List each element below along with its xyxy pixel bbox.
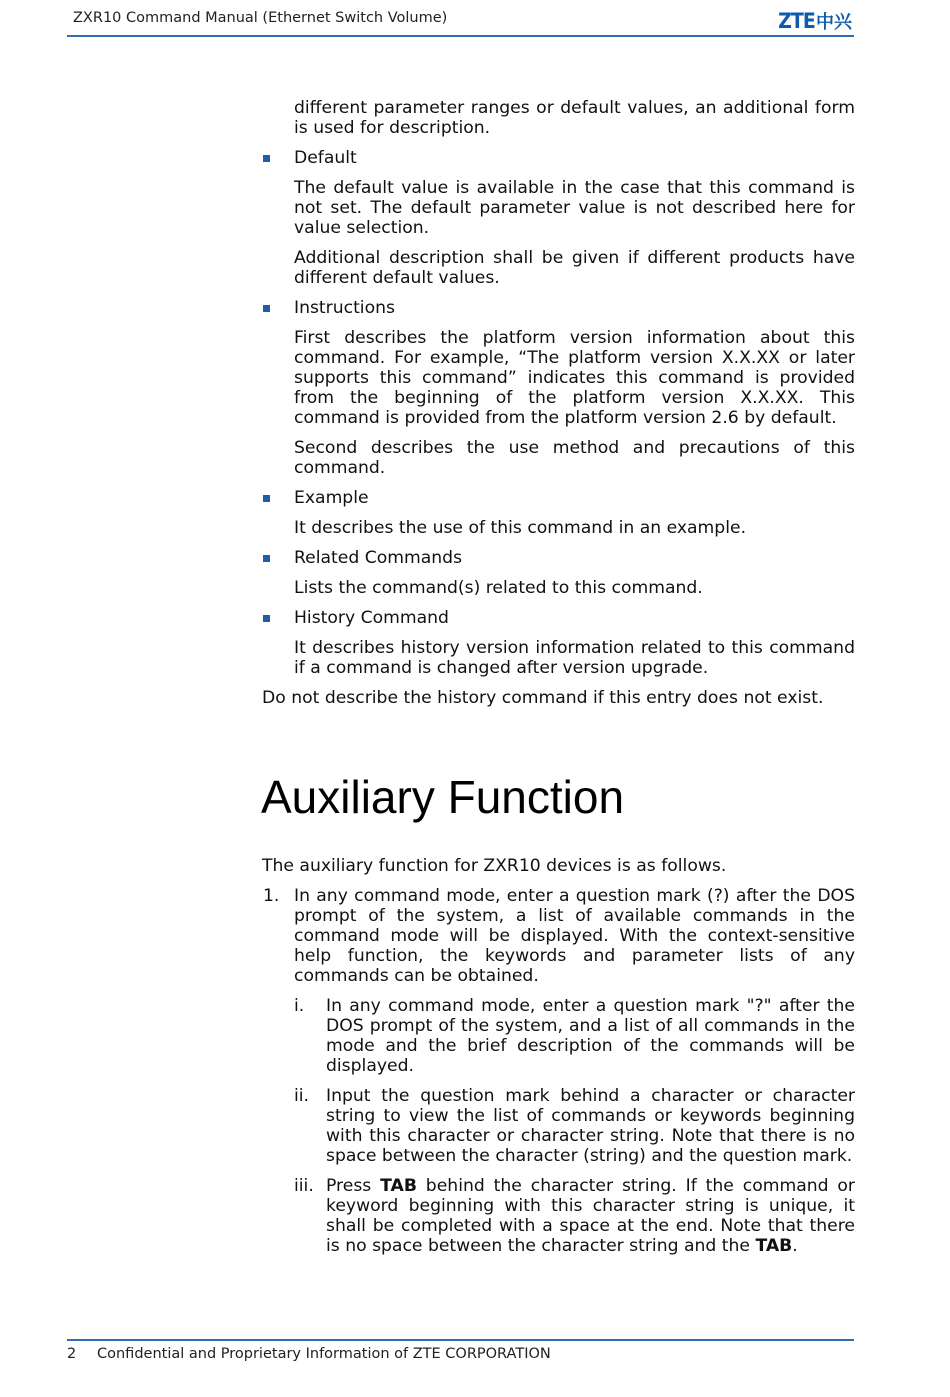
bullet-instructions bbox=[262, 298, 855, 318]
page-number: 2 bbox=[67, 1346, 77, 1362]
footer-text: Confidential and Proprietary Information of ZTE CORPORATION bbox=[97, 1346, 551, 1362]
square-bullet-icon bbox=[263, 495, 270, 502]
logo-text: ZTE bbox=[778, 9, 815, 33]
numbered-item bbox=[262, 886, 855, 986]
item-text bbox=[326, 1176, 855, 1256]
text-run: . bbox=[792, 1236, 798, 1256]
bullet-history-command bbox=[262, 608, 855, 628]
bullet-default bbox=[262, 148, 855, 168]
bullet-paragraph: First describes the platform version information about this command. For example, “The platform version X.X.XX or later supports this command” indicates this command is provided from the beginning of the platform version X.X.XX. This command is provided from the platform version 2.6 by default. bbox=[294, 328, 855, 428]
closing-note: Do not describe the history command if this entry does not exist. bbox=[262, 688, 824, 708]
bullet-title: Related Commands bbox=[294, 548, 463, 568]
section-heading: Auxiliary Function bbox=[261, 771, 625, 823]
bullet-title: Default bbox=[294, 148, 357, 168]
bullet-paragraph: It describes history version information related to this command if a command is changed after version upgrade. bbox=[294, 638, 855, 678]
item-number: 1. bbox=[263, 886, 280, 906]
roman-item bbox=[294, 1176, 855, 1256]
text-run: behind the character string. If the command or keyword beginning with this character string is unique, it shall be completed with a space at the end. Note that there is no space between the character string and the bbox=[326, 1176, 855, 1256]
header-title: ZXR10 Command Manual (Ethernet Switch Volume) bbox=[73, 10, 448, 26]
square-bullet-icon bbox=[263, 155, 270, 162]
intro-continuation: different parameter ranges or default values, an additional form is used for description. bbox=[294, 98, 855, 138]
item-text: Input the question mark behind a character or character string to view the list of commands or keywords beginning with this character or character string. Note that there is no space between the character (string) and the question mark. bbox=[326, 1086, 855, 1166]
bullet-example bbox=[262, 488, 855, 508]
section-intro: The auxiliary function for ZXR10 devices is as follows. bbox=[262, 856, 727, 876]
logo-chinese-text: 中兴 bbox=[816, 12, 852, 33]
square-bullet-icon bbox=[263, 555, 270, 562]
tab-key-label: TAB bbox=[755, 1236, 793, 1256]
item-number: iii. bbox=[294, 1176, 314, 1196]
item-number: i. bbox=[294, 996, 305, 1016]
bullet-paragraph: The default value is available in the case that this command is not set. The default parameter value is not described here for value selection. bbox=[294, 178, 855, 238]
square-bullet-icon bbox=[263, 305, 270, 312]
tab-key-label: TAB bbox=[380, 1176, 417, 1196]
bullet-paragraph: Additional description shall be given if different products have different default values. bbox=[294, 248, 855, 288]
item-text: In any command mode, enter a question mark (?) after the DOS prompt of the system, a list of available commands in the command mode will be displayed. With the context-sensitive help function, the keywords and parameter lists of any commands can be obtained. bbox=[294, 886, 855, 986]
text-run: Press bbox=[326, 1176, 381, 1196]
roman-item bbox=[294, 1086, 855, 1166]
bullet-title: Instructions bbox=[294, 298, 395, 318]
bullet-paragraph: It describes the use of this command in an example. bbox=[294, 518, 747, 538]
bullet-related-commands bbox=[262, 548, 855, 568]
page-content bbox=[262, 98, 855, 1266]
page-footer bbox=[67, 1339, 854, 1362]
bullet-paragraph: Lists the command(s) related to this command. bbox=[294, 578, 703, 598]
item-number: ii. bbox=[294, 1086, 310, 1106]
zte-logo bbox=[774, 6, 852, 36]
bullet-title: History Command bbox=[294, 608, 449, 628]
bullet-title: Example bbox=[294, 488, 369, 508]
square-bullet-icon bbox=[263, 615, 270, 622]
bullet-paragraph: Second describes the use method and precautions of this command. bbox=[294, 438, 855, 478]
item-text: In any command mode, enter a question mark "?" after the DOS prompt of the system, and a list of all commands in the mode and the brief description of the commands will be displayed. bbox=[326, 996, 855, 1076]
roman-item bbox=[294, 996, 855, 1076]
page-header bbox=[67, 8, 854, 37]
